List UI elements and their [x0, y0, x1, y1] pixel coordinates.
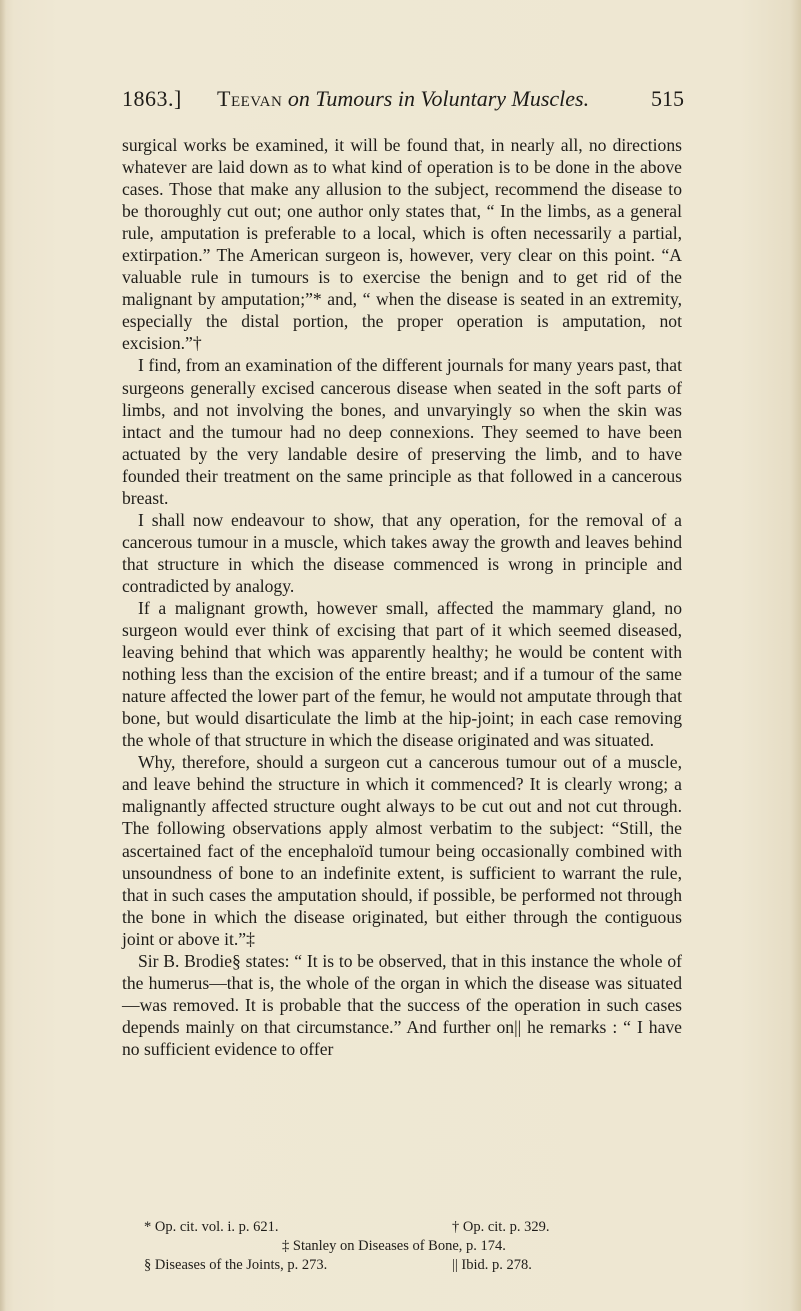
paragraph: surgical works be examined, it will be found that, in nearly all, no directions whatever are laid down as to what kind of operation is to be done in the above cases. Those that make any allusion to the subject, recommend the disease to be thoroughly cut out; one author only states that, “ In the limbs, as a general rule, amputation is preferable to a local, which is often necessarily a partial, extirpation.” The American surgeon is, however, very clear on this point. “A valuable rule in tumours is to exercise the benign and to get rid of the malignant by amputation;”* and, “ when the disease is seated in an extremity, especially the distal portion, the proper operation is amputation, not excision.”† — [122, 135, 682, 354]
paragraph: If a malignant growth, however small, affected the mammary gland, no surgeon would ever think of excising that part of it which seemed diseased, leaving behind that which was apparently healthy; he would be content with nothing less than the excision of the entire breast; and if a tumour of the same nature affected the lower part of the femur, he would not amputate through that bone, but would disarticulate the limb at the hip-joint; in each case removing the whole of that structure in which the disease originated and was situated. — [122, 597, 682, 751]
footnote: * Op. cit. vol. i. p. 621. — [144, 1219, 279, 1235]
paragraph: Sir B. Brodie§ states: “ It is to be observed, that in this instance the whole of the humerus—that is, the whole of the organ in which the disease was situated—was removed. It is probable that the success of the operation in such cases depends mainly on that circumstance.” And further on|| he remarks : “ I have no sufficient evidence to offer — [122, 950, 682, 1059]
running-header — [122, 86, 684, 116]
footnote: † Op. cit. p. 329. — [452, 1219, 550, 1235]
paragraph: Why, therefore, should a surgeon cut a cancerous tumour out of a muscle, and leave behind the structure in which it commenced? It is clearly wrong; a malignantly affected structure ought always to be cut out and not cut through. The following observations apply almost verbatim to the subject: “Still, the ascertained fact of the encephaloïd tumour being occasionally combined with unsoundness of bone to an indefinite extent, is sufficient to warrant the rule, that in such cases the amputation should, if possible, be performed not through the bone in which the disease originated, but either through the contiguous joint or above it.”‡ — [122, 752, 682, 949]
footnote-row — [122, 1218, 682, 1237]
footnote: § Diseases of the Joints, p. 273. — [144, 1257, 328, 1273]
footnote-row — [122, 1237, 682, 1256]
paragraph: I shall now endeavour to show, that any operation, for the removal of a cancerous tumour in a muscle, which takes away the growth and leaves behind that structure in which the disease commenced is wrong in principle and contradicted by analogy. — [122, 509, 682, 596]
footnote: || Ibid. p. 278. — [452, 1257, 532, 1273]
paragraph: I find, from an examination of the different journals for many years past, that surgeons generally excised cancerous disease when seated in the soft parts of limbs, and not involving the bones, and unvaryingly so when the skin was intact and the tumour had no deep connexions. They seemed to have been actuated by the very landable desire of preserving the limb, and to have founded their treatment on the same principle as that followed in a cancerous breast. — [122, 355, 682, 508]
header-title — [217, 86, 589, 112]
header-title-rest: on Tumours in Voluntary Muscles. — [287, 86, 590, 111]
footnotes — [122, 1218, 682, 1275]
footnote-row — [122, 1256, 682, 1275]
header-author: Teevan — [217, 86, 283, 111]
page-number: 515 — [651, 86, 684, 111]
header-year: 1863.] — [122, 86, 182, 111]
page-gutter-shadow — [0, 0, 6, 1311]
footnote: ‡ Stanley on Diseases of Bone, p. 174. — [282, 1238, 506, 1254]
article-body — [122, 134, 682, 1060]
